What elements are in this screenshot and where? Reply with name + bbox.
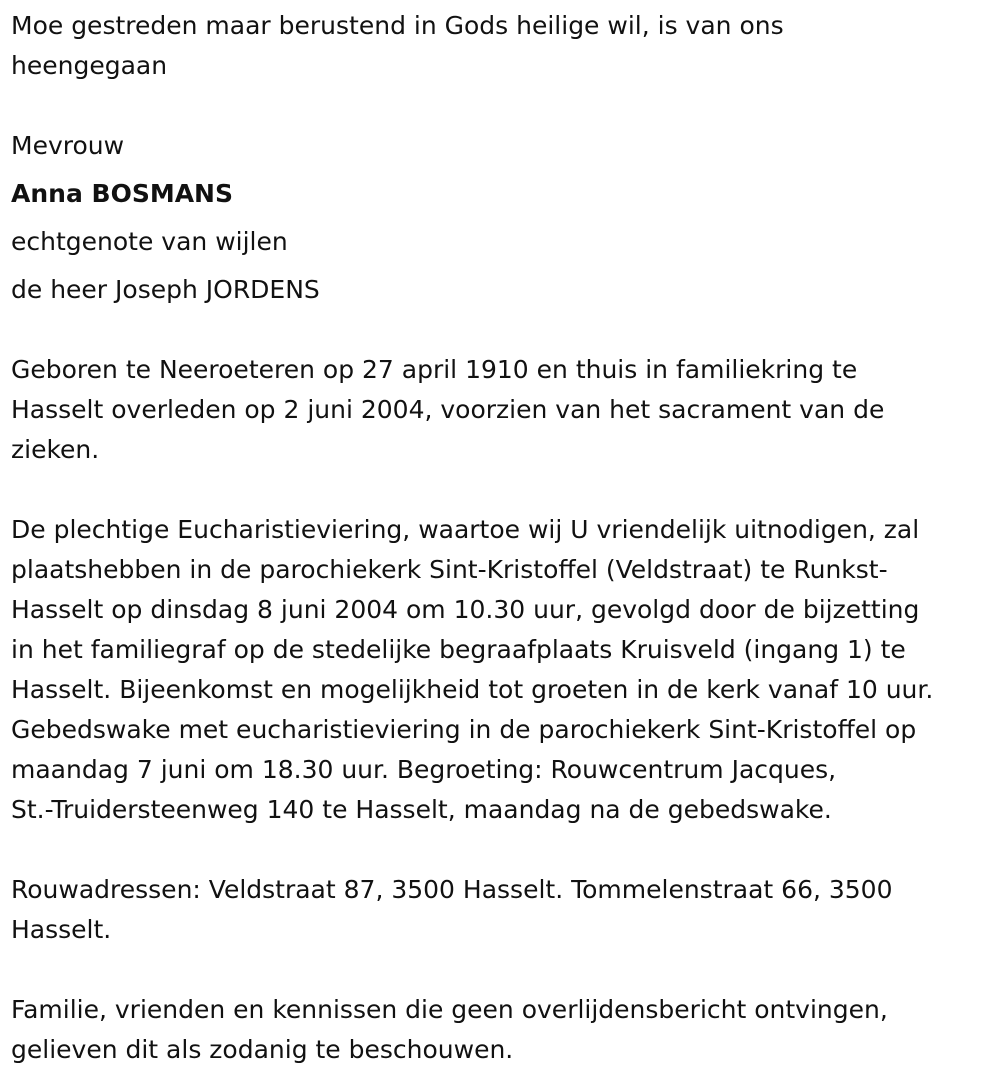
honorific-title: Mevrouw	[11, 131, 125, 160]
spouse-line: echtgenote van wijlen	[11, 227, 288, 256]
paragraph-line: gelieven dit als zodanig te beschouwen.	[11, 1035, 514, 1064]
paragraph-line: St.-Truidersteenweg 140 te Hasselt, maandag na de gebedswake.	[11, 795, 832, 824]
paragraph-line: Hasselt.	[11, 915, 112, 944]
birth-death-paragraph	[11, 350, 995, 470]
paragraph-line: in het familiegraf op de stedelijke begraafplaats Kruisveld (ingang 1) te	[11, 635, 906, 664]
intro-paragraph	[11, 6, 995, 86]
paragraph-line: De plechtige Eucharistieviering, waartoe wij U vriendelijk uitnodigen, zal	[11, 515, 920, 544]
paragraph-line: Rouwadressen: Veldstraat 87, 3500 Hasselt. Tommelenstraat 66, 3500	[11, 875, 893, 904]
paragraph-line: Hasselt op dinsdag 8 juni 2004 om 10.30 uur, gevolgd door de bijzetting	[11, 595, 920, 624]
intro-line: Moe gestreden maar berustend in Gods heilige wil, is van ons	[11, 11, 784, 40]
paragraph-line: Hasselt. Bijeenkomst en mogelijkheid tot groeten in de kerk vanaf 10 uur.	[11, 675, 934, 704]
paragraph-line: zieken.	[11, 435, 100, 464]
closing-paragraph	[11, 990, 995, 1070]
paragraph-line: Gebedswake met eucharistieviering in de parochiekerk Sint-Kristoffel op	[11, 715, 917, 744]
address-paragraph	[11, 870, 995, 950]
deceased-name: Anna BOSMANS	[11, 179, 233, 208]
paragraph-line: Geboren te Neeroeteren op 27 april 1910 en thuis in familiekring te	[11, 355, 858, 384]
paragraph-line: Hasselt overleden op 2 juni 2004, voorzien van het sacrament van de	[11, 395, 885, 424]
intro-line: heengegaan	[11, 51, 168, 80]
ceremony-paragraph	[11, 510, 995, 830]
paragraph-line: Familie, vrienden en kennissen die geen overlijdensbericht ontvingen,	[11, 995, 888, 1024]
spouse-line: de heer Joseph JORDENS	[11, 275, 320, 304]
paragraph-line: plaatshebben in de parochiekerk Sint-Kristoffel (Veldstraat) te Runkst-	[11, 555, 888, 584]
paragraph-line: maandag 7 juni om 18.30 uur. Begroeting: Rouwcentrum Jacques,	[11, 755, 837, 784]
